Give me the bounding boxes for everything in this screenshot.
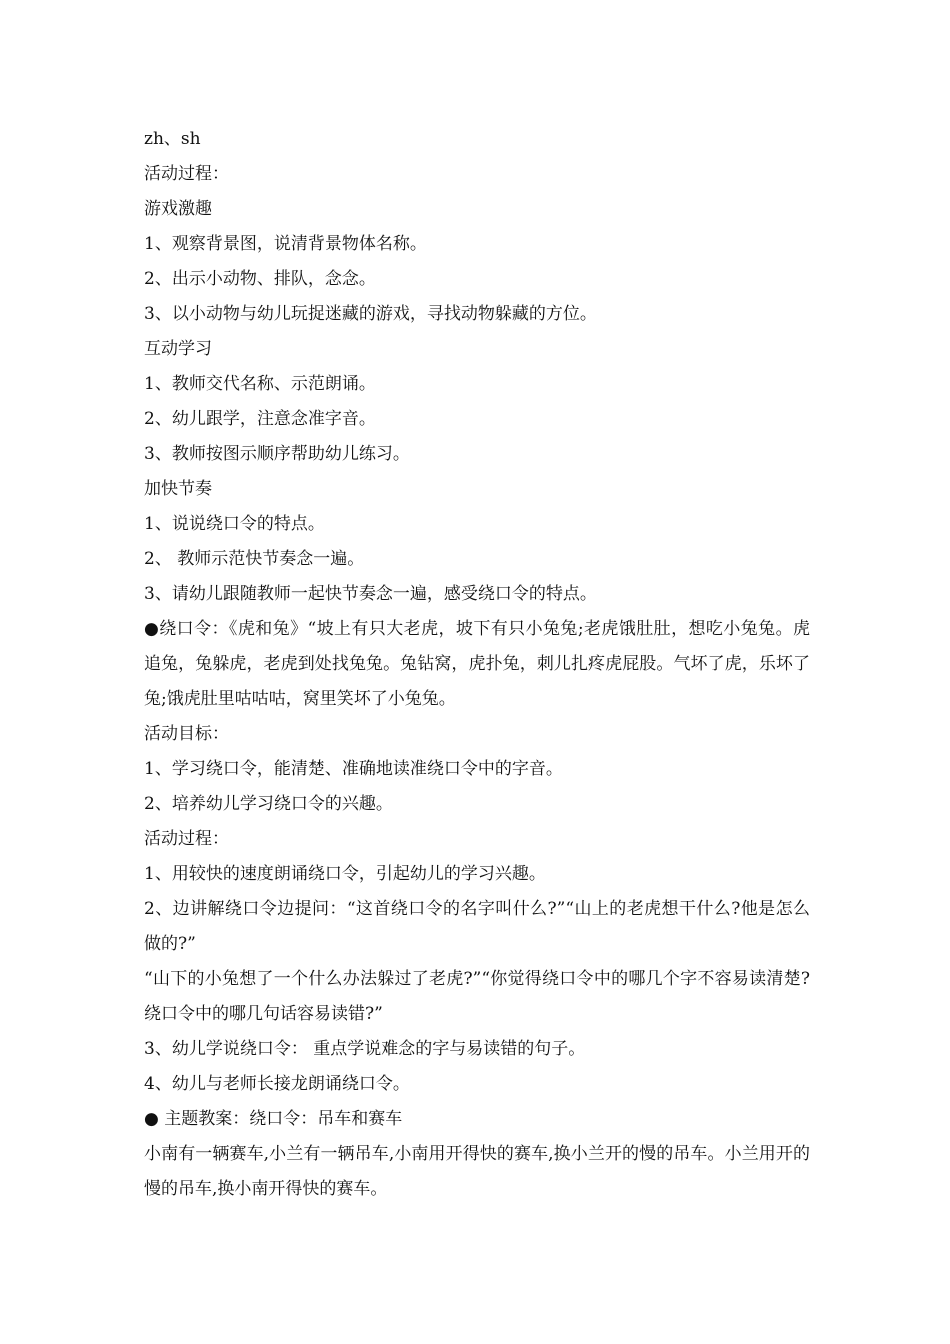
list-item: 3、幼儿学说绕口令： 重点学说难念的字与易读错的句子。 [144,1039,586,1059]
section-heading: 游戏激趣 [144,199,212,219]
section-heading: ● 主题教案：绕口令：吊车和赛车 [144,1109,403,1129]
list-item: 1、用较快的速度朗诵绕口令，引起幼儿的学习兴趣。 [144,864,546,884]
list-item: 3、以小动物与幼儿玩捉迷藏的游戏，寻找动物躲藏的方位。 [144,304,597,324]
final-paragraph: 小南有一辆赛车,小兰有一辆吊车,小南用开得快的赛车,换小兰开的慢的吊车。小兰用开的慢的吊车,换小南开得快的赛车。 [144,1144,810,1199]
document-body [144,122,810,1207]
list-item: 4、幼儿与老师长接龙朗诵绕口令。 [144,1074,410,1094]
question-paragraph: 2、边讲解绕口令边提问：“这首绕口令的名字叫什么?”“山上的老虎想干什么?他是怎么做的?” [144,899,810,954]
list-item: 2、出示小动物、排队，念念。 [144,269,376,289]
section-heading: 加快节奏 [144,479,212,499]
question-paragraph: “山下的小兔想了一个什么办法躲过了老虎?”“你觉得绕口令中的哪几个字不容易读清楚?绕口令中的哪几句话容易读错?” [144,969,810,1024]
list-item: 1、观察背景图，说清背景物体名称。 [144,234,427,254]
section-heading: 活动目标： [144,724,229,744]
section-heading: 互动学习 [144,339,212,359]
list-item: 2、 教师示范快节奏念一遍。 [144,549,365,569]
list-item: 1、说说绕口令的特点。 [144,514,325,534]
list-item: 1、学习绕口令，能清楚、准确地读准绕口令中的字音。 [144,759,563,779]
section-heading: 活动过程： [144,164,229,184]
list-item: 1、教师交代名称、示范朗诵。 [144,374,376,394]
list-item: 3、请幼儿跟随教师一起快节奏念一遍，感受绕口令的特点。 [144,584,597,604]
list-item: 2、培养幼儿学习绕口令的兴趣。 [144,794,393,814]
tongue-twister-paragraph: ●绕口令：《虎和兔》“坡上有只大老虎，坡下有只小兔兔;老虎饿肚肚，想吃小兔兔。虎追兔，兔躲虎，老虎到处找兔兔。兔钻窝，虎扑兔，刺儿扎疼虎屁股。气坏了虎，乐坏了兔;饿虎肚里咕咕咕，窝里笑坏了小兔兔。 [144,619,810,709]
section-heading: 活动过程： [144,829,229,849]
list-item: 2、幼儿跟学，注意念准字音。 [144,409,376,429]
text-line: zh、sh [144,129,201,149]
list-item: 3、教师按图示顺序帮助幼儿练习。 [144,444,410,464]
